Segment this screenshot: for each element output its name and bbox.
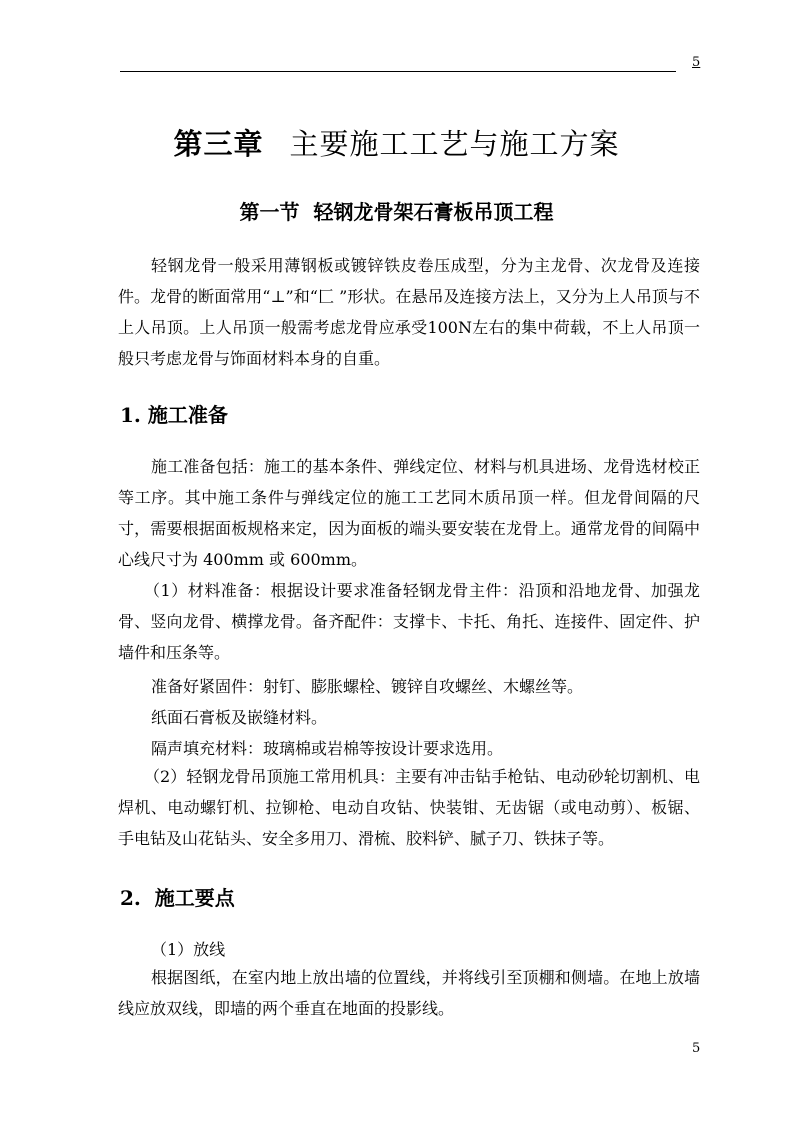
tools-paragraph: （2）轻钢龙骨吊顶施工常用机具：主要有冲击钻手枪钻、电动砂轮切割机、电焊机、电动螺钉机、拉铆枪、电动自攻钻、快装钳、无齿锯（或电动剪）、板锯、手电钻及山花钻头、安全多用刀、滑梳、胶料铲、腻子刀、铁抹子等。 xyxy=(118,767,700,848)
chapter-title xyxy=(0,122,793,163)
intro-paragraph: 轻钢龙骨一般采用薄钢板或镀锌铁皮卷压成型，分为主龙骨、次龙骨及连接件。龙骨的断面常用“⊥”和“匚 ”形状。在悬吊及连接方法上，又分为上人吊顶与不上人吊顶。上人吊顶一般需考虑龙骨应承受100N左右的集中荷载，不上人吊顶一般只考虑龙骨与饰面材料本身的自重。 xyxy=(118,256,700,368)
header-rule xyxy=(120,71,676,72)
chapter-label: 第三章 xyxy=(173,127,264,161)
heading-preparation: 1. 施工准备 xyxy=(120,403,228,427)
footer-page-number: 5 xyxy=(692,1041,701,1056)
fasteners-line: 准备好紧固件：射钉、膨胀螺栓、镀锌自攻螺丝、木螺丝等。 xyxy=(151,677,584,696)
section-title: 第一节 轻钢龙骨架石膏板吊顶工程 xyxy=(239,200,554,224)
heading-key-points: 2. 施工要点 xyxy=(120,886,235,910)
header-page-number: 5 xyxy=(692,55,701,70)
gypsum-line: 纸面石膏板及嵌缝材料。 xyxy=(151,708,328,727)
preparation-paragraph: 施工准备包括：施工的基本条件、弹线定位、材料与机具进场、龙骨选材校正等工序。其中施工条件与弹线定位的施工工艺同木质吊顶一样。但龙骨间隔的尺寸，需要根据面板规格来定，因为面板的端头要安装在龙骨上。通常龙骨的间隔中心线尺寸为 400mm 或 600mm。 xyxy=(118,457,700,569)
materials-paragraph: （1）材料准备：根据设计要求准备轻钢龙骨主件：沿顶和沿地龙骨、加强龙骨、竖向龙骨、横撑龙骨。备齐配件：支撑卡、卡托、角托、连接件、固定件、护墙件和压条等。 xyxy=(118,581,700,662)
layout-paragraph: 根据图纸，在室内地上放出墙的位置线，并将线引至顶棚和侧墙。在地上放墙线应放双线，即墙的两个垂直在地面的投影线。 xyxy=(118,968,700,1018)
insulation-line: 隔声填充材料：玻璃棉或岩棉等按设计要求选用。 xyxy=(151,739,504,758)
chapter-name: 主要施工工艺与施工方案 xyxy=(289,127,620,161)
layout-subheading: （1）放线 xyxy=(151,940,226,959)
